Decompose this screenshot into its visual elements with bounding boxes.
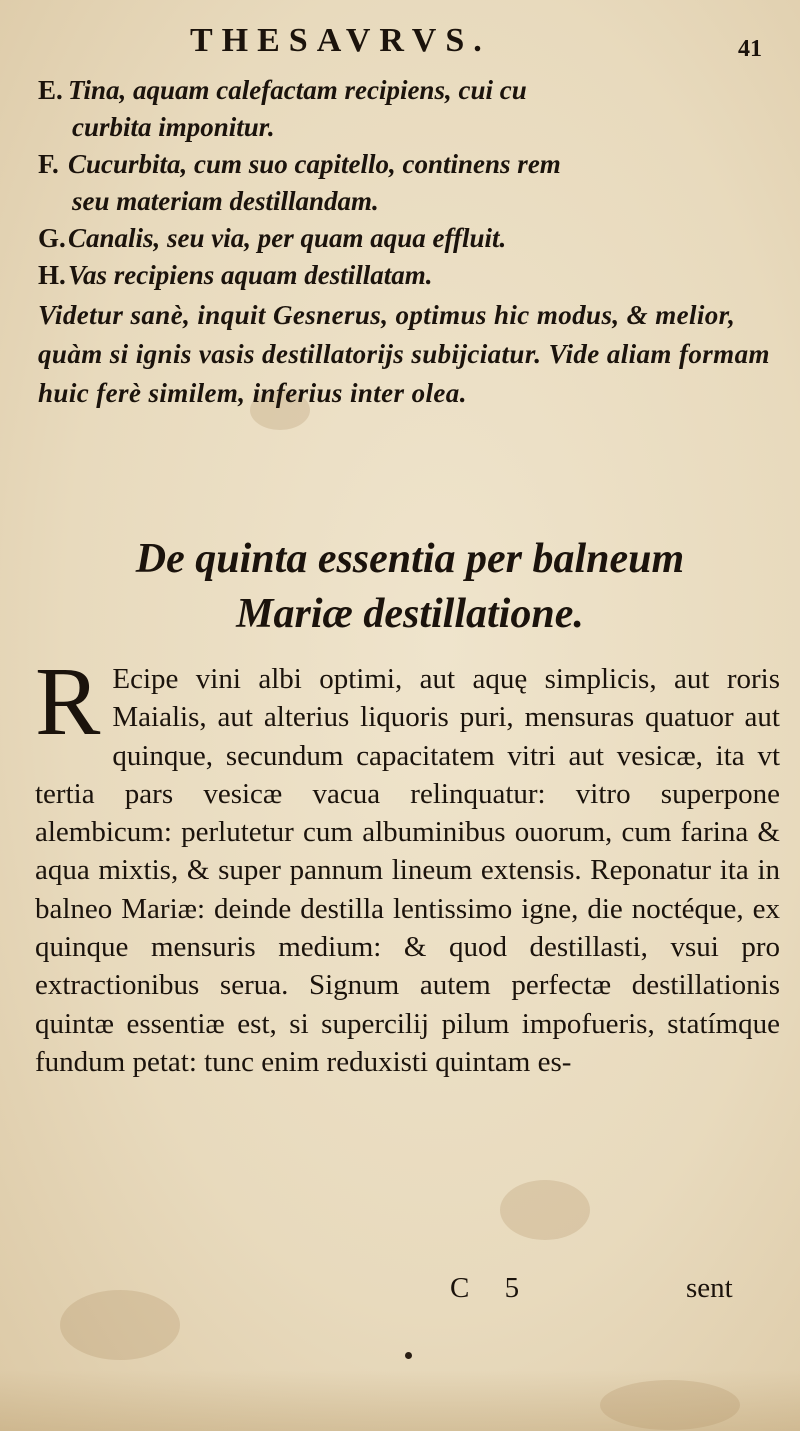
legend-text: Cucurbita, cum suo capitello, continens rem: [68, 149, 561, 179]
figure-legend: [38, 72, 778, 413]
page-edge-stain: [0, 1370, 800, 1431]
legend-text: Canalis, seu via, per quam aqua effluit.: [68, 223, 507, 253]
legend-key: E.: [38, 75, 63, 105]
drop-cap: R: [35, 648, 101, 756]
body-text: Ecipe vini albi optimi, aut aquę simplicis, aut roris Maialis, aut alterius liquoris puri, mensuras quatuor aut quinque, secundum capacitatem vitri aut vesicæ, ita vt tertia pars vesicæ vacua relinquatur: vitro superpone alembicum: perlutetur cum albuminibus ouorum, cum farina & aqua mixtis, & super pannum lineum extensis. Reponatur ita in balneo Mariæ: deinde destilla lentissimo igne, die noctéque, ex quinque mensuris medium: & quod destillasti, vsui pro extractionibus serua. Signum autem perfectæ destillationis quintæ essentiæ est, si supercilij pilum impofueris, statímque fundum petat: tunc enim reduxisti quintam es-: [35, 663, 780, 1078]
ink-dot: [405, 1352, 412, 1359]
page-footer: [0, 1272, 800, 1312]
catchword: sent: [686, 1272, 733, 1304]
legend-entry-f: [38, 146, 778, 220]
legend-continuation: curbita imponitur.: [72, 112, 275, 142]
legend-entry-g: [38, 220, 778, 257]
legend-key: G.: [38, 223, 66, 253]
legend-key: F.: [38, 149, 59, 179]
legend-text: Vas recipiens aquam destillatam.: [68, 260, 433, 290]
legend-text: Tina, aquam calefactam recipiens, cui cu: [68, 75, 527, 105]
page-number: 41: [738, 36, 762, 62]
legend-note: Videtur sanè, inquit Gesnerus, optimus hic modus, & melior, quàm si ignis vasis destillatorijs subijciatur. Vide aliam formam huic ferè similem, inferius inter olea.: [38, 300, 770, 408]
section-heading-line-1: De quinta essentia per balneum: [135, 536, 685, 582]
legend-key: H.: [38, 260, 66, 290]
section-heading: [60, 532, 760, 642]
body-paragraph: [35, 648, 780, 1081]
running-head: [0, 22, 800, 72]
paper-stain: [500, 1180, 590, 1240]
signature-mark: C 5: [450, 1272, 534, 1304]
section-heading-line-2: Mariæ destillatione.: [236, 591, 584, 637]
legend-entry-h: [38, 257, 778, 294]
running-head-title: THESAVRVS.: [190, 22, 491, 59]
legend-continuation: seu materiam destillandam.: [72, 186, 379, 216]
legend-entry-e: [38, 72, 778, 146]
